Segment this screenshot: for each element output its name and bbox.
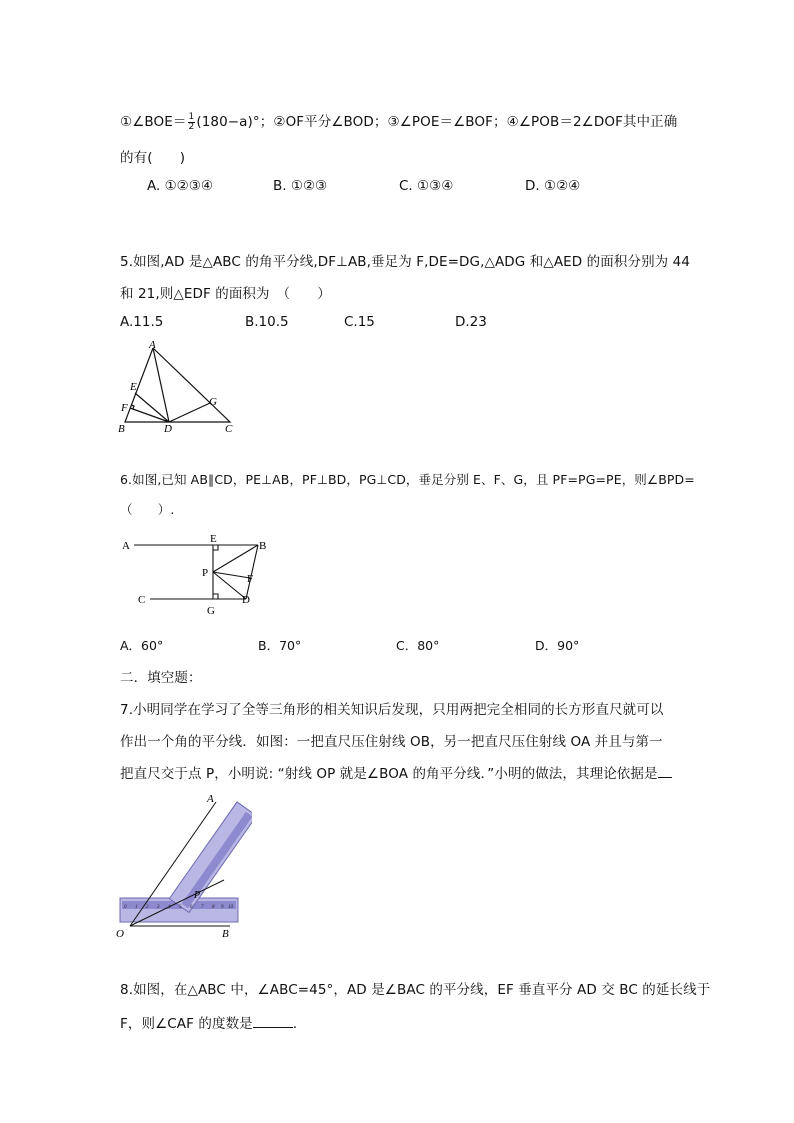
q7-tilted-ruler-scale: [182, 812, 252, 908]
q6-right-angle-e: [213, 545, 218, 550]
q6-line-1: 6.如图,已知 AB∥CD，PE⊥AB，PF⊥BD，PG⊥CD，垂足分别 E、F、G，且 PF=PG=PE，则∠BPD=: [120, 472, 695, 487]
q5-label-b: B: [118, 423, 125, 435]
q6-label-b: B: [259, 540, 267, 552]
ruler-tick-label: 9: [221, 905, 224, 910]
q6-option-c[interactable]: C．80°: [396, 638, 440, 653]
q5-line-1: 5.如图,AD 是△ABC 的角平分线,DF⊥AB,垂足为 F,DE=DG,△ADG 和△AED 的面积分别为 44: [120, 254, 691, 270]
q7-tilted-ruler: [169, 802, 252, 912]
ruler-tick-label: 5: [179, 905, 182, 910]
q6-label-g: G: [207, 605, 215, 617]
q5-option-d[interactable]: D.23: [455, 314, 487, 330]
q6-label-f: F: [247, 573, 254, 585]
q8-line-1: 8.如图，在△ABC 中，∠ABC=45°，AD 是∠BAC 的平分线，EF 垂直平分 AD 交 BC 的延长线于: [120, 982, 711, 998]
q6-line-2: （ ）.: [120, 502, 175, 517]
q6-right-angle-g: [213, 594, 218, 599]
q5-triangle-figure: [112, 336, 242, 436]
q4-option-a[interactable]: A. ①②③④: [147, 178, 213, 194]
ruler-tick-label: 6: [190, 905, 193, 910]
q6-label-d: D: [242, 594, 250, 606]
q7-label-o: O: [116, 928, 124, 940]
q6-segment-bd: [246, 545, 258, 599]
q7-label-a: A: [207, 793, 214, 805]
q6-option-b[interactable]: B．70°: [258, 638, 302, 653]
ruler-tick-label: 3: [157, 905, 160, 910]
q5-line-2: 和 21,则△EDF 的面积为 （ ）: [120, 286, 331, 302]
q5-label-a: A: [149, 339, 156, 351]
q6-option-a[interactable]: A．60°: [120, 638, 164, 653]
fraction-one-half: $\frac{1}{2}$: [188, 111, 195, 132]
q7-line-1: 7.小明同学在学习了全等三角形的相关知识后发现，只用两把完全相同的长方形直尺就可以: [120, 702, 664, 718]
q4-option-d[interactable]: D. ①②④: [525, 178, 581, 194]
q5-label-f: F: [121, 402, 128, 414]
q6-parallel-lines-figure: [118, 528, 278, 620]
ruler-tick-label: 2: [146, 905, 149, 910]
q6-segment-pb: [213, 545, 258, 572]
q5-label-c: C: [225, 423, 233, 435]
q5-segment-fd: [130, 408, 169, 422]
q5-triangle-abc: [125, 348, 230, 422]
q7-line-3: 把直尺交于点 P，小明说: “射线 OP 就是∠BOA 的角平分线．”小明的做法，其理论依据是: [120, 762, 672, 782]
ruler-tick-label: 8: [212, 905, 215, 910]
q7-label-p: P: [194, 890, 201, 901]
q5-label-e: E: [130, 381, 137, 393]
q5-option-a[interactable]: A.11.5: [120, 314, 164, 330]
q5-label-d: D: [164, 423, 172, 435]
q7-line-2: 作出一个角的平分线．如图：一把直尺压住射线 OB，另一把直尺压住射线 OA 并且与第一: [120, 734, 663, 750]
ruler-tick-label: 0: [124, 905, 127, 910]
q7-label-b: B: [222, 928, 229, 940]
ruler-tick-label: 7: [201, 905, 204, 910]
q6-label-a: A: [122, 540, 130, 552]
ruler-tick-label: 10: [228, 905, 233, 910]
q5-segment-gd: [169, 403, 210, 422]
q4-option-c[interactable]: C. ①③④: [399, 178, 454, 194]
q5-option-c[interactable]: C.15: [344, 314, 375, 330]
q7-answer-blank[interactable]: [658, 765, 672, 778]
ruler-tick-label: 1: [135, 905, 138, 910]
q4-question-line: 的有( ): [120, 150, 186, 166]
q4-statement-line: [120, 110, 677, 132]
ruler-tick-label: 4: [168, 905, 171, 910]
q5-label-g: G: [209, 396, 217, 408]
q8-answer-blank[interactable]: [253, 1015, 293, 1028]
q4-stmt-rest: (180−a)°；②OF平分∠BOD；③∠POE＝∠BOF；④∠POB＝2∠DOF其中正确: [196, 114, 678, 130]
q8-line-2: F，则∠CAF 的度数是 .: [120, 1016, 298, 1032]
q6-label-e: E: [210, 533, 217, 545]
q6-option-d[interactable]: D．90°: [535, 638, 580, 653]
q5-option-b[interactable]: B.10.5: [245, 314, 289, 330]
q4-stmt-prefix: ①∠BOE＝: [120, 114, 187, 130]
section-heading-fill-in: 二．填空题：: [120, 670, 202, 686]
q6-label-p: P: [202, 567, 209, 579]
q4-option-b[interactable]: B. ①②③: [273, 178, 328, 194]
q6-label-c: C: [138, 594, 146, 606]
q7-rulers-figure: [112, 790, 252, 940]
